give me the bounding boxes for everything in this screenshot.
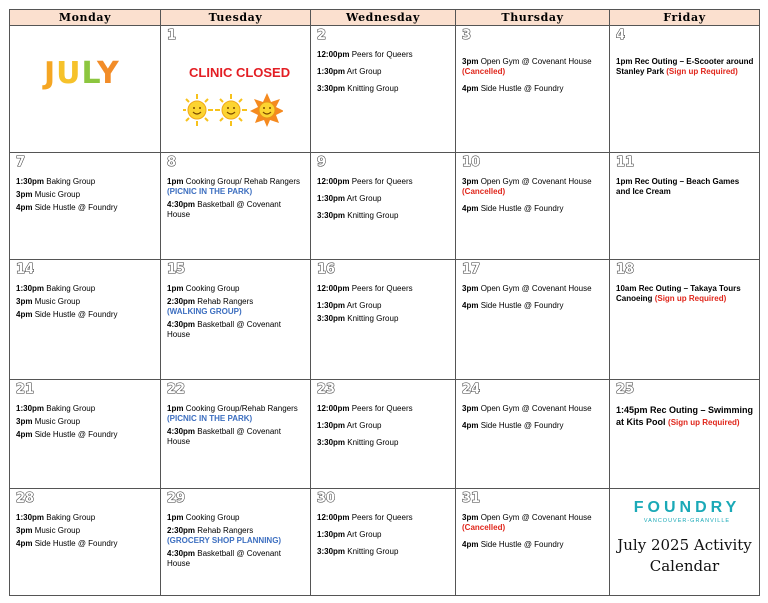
event-list [16,404,156,447]
event-list [616,404,755,436]
event-item: 1pm Cooking Group [167,513,240,522]
day-number: 4 [616,28,626,43]
day-number: 24 [462,382,481,397]
sun-icon [183,92,283,128]
week-row [10,260,760,380]
day-cell [456,380,610,489]
event-item: 1:30pm Art Group [317,194,382,203]
day-number: 30 [317,491,336,506]
event-item: 4pm Side Hustle @ Foundry [462,301,564,310]
calendar-table [9,9,760,596]
day-number: 3 [462,28,472,43]
day-cell [610,260,760,380]
event-item: 12:00pm Peers for Queers [317,513,413,522]
day-number: 28 [16,491,35,506]
event-list [167,284,306,347]
day-number: 14 [16,262,35,277]
day-cell [311,489,456,596]
event-item: 10am Rec Outing – Takaya Tours Canoeing (Sign up Required) [616,284,741,303]
event-item: 4pm Side Hustle @ Foundry [16,539,118,548]
event-item: 1pm Cooking Group/Rehab Rangers (PICNIC IN THE PARK) [167,404,298,423]
event-item: 3:30pm Knitting Group [317,84,399,93]
event-list [462,404,605,438]
day-header-row [10,10,760,26]
day-cell [610,153,760,260]
event-item: 3:30pm Knitting Group [317,438,399,447]
calendar-title: July 2025 Activity Calendar [617,536,752,575]
day-cell [311,26,456,153]
event-list [16,284,156,327]
event-list [616,177,755,204]
event-list [317,513,451,564]
event-item: 3pm Open Gym @ Covenant House [462,284,592,293]
event-item: 3pm Music Group [16,190,81,199]
event-item: 1:30pm Baking Group [16,404,96,413]
event-list [616,57,755,84]
event-list [462,177,605,221]
day-header-thursday: Thursday [456,10,610,26]
day-number: 15 [167,262,186,277]
event-list [16,177,156,220]
event-list [317,50,451,101]
event-item: 4:30pm Basketball @ Covenant House [167,320,281,339]
day-number: 9 [317,155,327,170]
event-list [616,284,755,311]
day-number: 2 [317,28,327,43]
day-header-monday: Monday [10,10,161,26]
event-item: 3:30pm Knitting Group [317,547,399,556]
logo-subtitle: VANCOUVER-GRANVILLE [643,518,731,524]
day-cell [10,153,161,260]
event-list [16,513,156,556]
event-list [167,404,306,454]
day-cell [161,153,311,260]
day-cell [456,26,610,153]
day-cell [161,489,311,596]
event-list [167,513,306,576]
event-item: 1pm Cooking Group [167,284,240,293]
event-item: 3pm Open Gym @ Covenant House (Cancelled) [462,513,592,532]
event-item: 4:30pm Basketball @ Covenant House [167,200,281,219]
event-item: 4:30pm Basketball @ Covenant House [167,549,281,568]
event-item: 3pm Music Group [16,526,81,535]
day-number: 23 [317,382,336,397]
event-item: 3pm Open Gym @ Covenant House [462,404,592,413]
event-item: 3:30pm Knitting Group [317,211,399,220]
event-item: 1:30pm Art Group [317,530,382,539]
day-cell [610,380,760,489]
day-cell [161,26,311,153]
event-item: 4pm Side Hustle @ Foundry [462,540,564,549]
day-cell [10,260,161,380]
event-item: 1:30pm Art Group [317,301,382,310]
event-item: 12:00pm Peers for Queers [317,177,413,186]
event-item: 1:30pm Baking Group [16,177,96,186]
event-list [317,177,451,228]
day-number: 25 [616,382,635,397]
logo-word: FOUNDRY [633,499,741,516]
event-item: 12:00pm Peers for Queers [317,404,413,413]
event-item: 1pm Rec Outing – Beach Games and Ice Cream [616,177,740,196]
week-row [10,153,760,260]
day-cell [456,489,610,596]
event-item: 1:45pm Rec Outing – Swimming at Kits Pool (Sign up Required) [616,405,754,427]
day-header-wednesday: Wednesday [311,10,456,26]
event-item: 4pm Side Hustle @ Foundry [16,310,118,319]
july-art: JULY [44,56,120,91]
day-header-tuesday: Tuesday [161,10,311,26]
week-row [10,489,760,596]
day-number: 22 [167,382,186,397]
event-list [317,404,451,455]
day-cell [10,380,161,489]
day-cell [311,380,456,489]
day-cell [10,489,161,596]
event-item: 1:30pm Art Group [317,421,382,430]
clinic-closed-label: CLINIC CLOSED [189,65,291,80]
day-number: 31 [462,491,481,506]
event-item: 2:30pm Rehab Rangers (GROCERY SHOP PLANNING) [167,526,282,545]
event-item: 3:30pm Knitting Group [317,314,399,323]
event-item: 2:30pm Rehab Rangers (WALKING GROUP) [167,297,254,316]
day-cell [311,260,456,380]
day-number: 16 [317,262,336,277]
event-item: 4pm Side Hustle @ Foundry [462,84,564,93]
event-item: 1:30pm Baking Group [16,284,96,293]
day-number: 1 [167,28,177,43]
day-number: 29 [167,491,186,506]
event-item: 1:30pm Baking Group [16,513,96,522]
foundry-logo [626,499,748,524]
event-list [462,513,605,557]
day-number: 11 [616,155,635,170]
event-list [167,177,306,227]
day-cell [161,380,311,489]
event-item: 3pm Open Gym @ Covenant House (Cancelled) [462,177,592,196]
day-number: 17 [462,262,481,277]
day-number: 7 [16,155,26,170]
event-item: 1pm Rec Outing – E-Scooter around Stanley Park (Sign up Required) [616,57,754,76]
event-item: 12:00pm Peers for Queers [317,50,413,59]
event-list [462,284,605,318]
day-cell [10,26,161,153]
day-number: 18 [616,262,635,277]
event-item: 4pm Side Hustle @ Foundry [462,204,564,213]
day-number: 10 [462,155,481,170]
event-item: 4:30pm Basketball @ Covenant House [167,427,281,446]
event-list [317,284,451,331]
week-row [10,26,760,153]
day-header-friday: Friday [610,10,760,26]
event-item: 3pm Music Group [16,297,81,306]
event-item: 1:30pm Art Group [317,67,382,76]
event-item: 4pm Side Hustle @ Foundry [462,421,564,430]
day-cell [456,153,610,260]
event-item: 4pm Side Hustle @ Foundry [16,430,118,439]
event-item: 4pm Side Hustle @ Foundry [16,203,118,212]
event-list [462,57,605,101]
event-item: 1pm Cooking Group/ Rehab Rangers (PICNIC IN THE PARK) [167,177,300,196]
day-cell [161,260,311,380]
day-number: 8 [167,155,177,170]
event-item: 3pm Music Group [16,417,81,426]
day-cell [456,260,610,380]
event-item: 12:00pm Peers for Queers [317,284,413,293]
day-cell [610,26,760,153]
day-number: 21 [16,382,35,397]
day-cell [311,153,456,260]
event-item: 3pm Open Gym @ Covenant House (Cancelled) [462,57,592,76]
week-row [10,380,760,489]
branding-cell [610,489,760,596]
